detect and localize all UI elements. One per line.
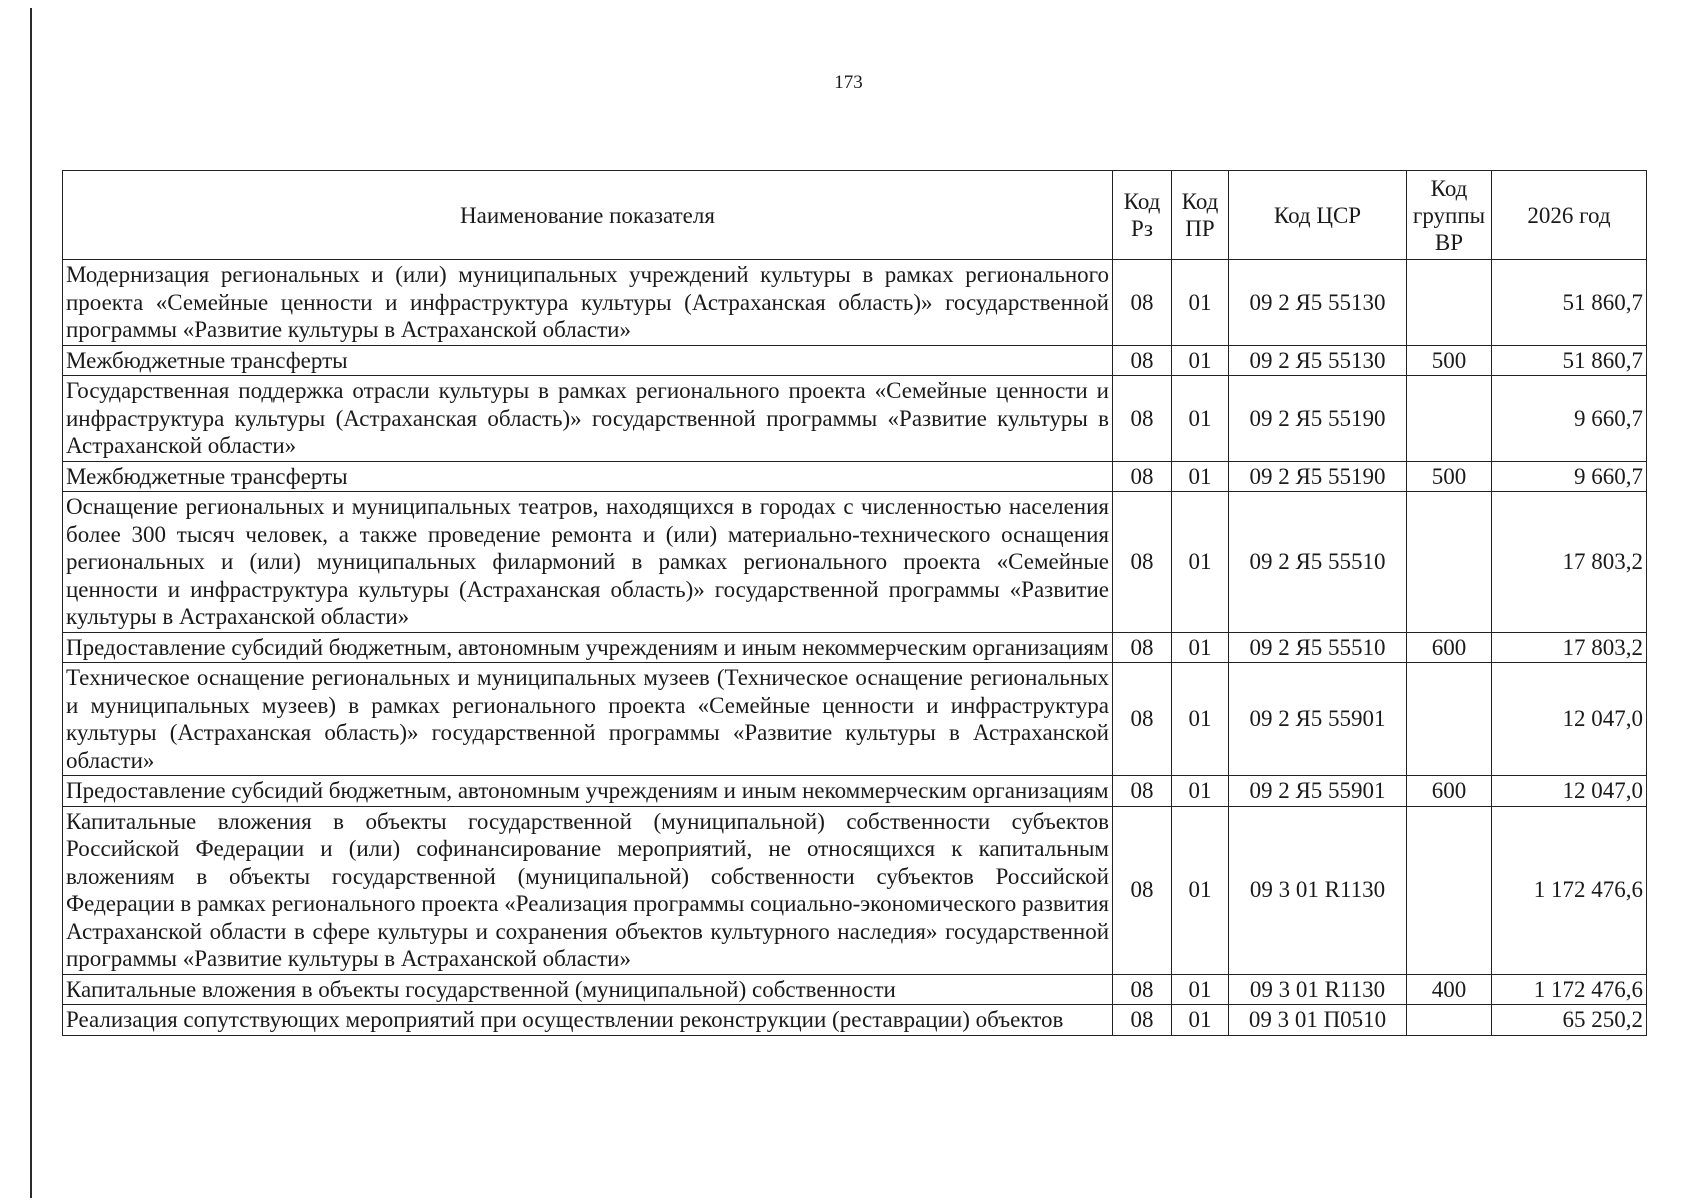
table-row bbox=[63, 260, 1647, 346]
row-pr: 01 bbox=[1172, 461, 1229, 492]
table-row bbox=[63, 492, 1647, 633]
budget-table bbox=[62, 170, 1647, 1036]
row-vr: 500 bbox=[1407, 461, 1492, 492]
row-csr: 09 2 Я5 55901 bbox=[1229, 663, 1407, 776]
page-number: 173 bbox=[834, 72, 863, 93]
row-rz: 08 bbox=[1113, 974, 1172, 1005]
row-csr: 09 3 01 R1130 bbox=[1229, 806, 1407, 974]
binding-line bbox=[30, 8, 32, 1198]
row-csr: 09 3 01 R1130 bbox=[1229, 974, 1407, 1005]
row-rz: 08 bbox=[1113, 632, 1172, 663]
table-row bbox=[63, 776, 1647, 807]
row-amount: 17 803,2 bbox=[1492, 492, 1647, 633]
row-pr: 01 bbox=[1172, 1005, 1229, 1036]
row-rz: 08 bbox=[1113, 663, 1172, 776]
row-amount: 1 172 476,6 bbox=[1492, 974, 1647, 1005]
row-pr: 01 bbox=[1172, 632, 1229, 663]
row-rz: 08 bbox=[1113, 806, 1172, 974]
header-vr: Код группы ВР bbox=[1407, 171, 1492, 260]
row-rz: 08 bbox=[1113, 492, 1172, 633]
header-rz: Код Рз bbox=[1113, 171, 1172, 260]
table-row bbox=[63, 663, 1647, 776]
row-rz: 08 bbox=[1113, 461, 1172, 492]
header-pr: Код ПР bbox=[1172, 171, 1229, 260]
header-csr: Код ЦСР bbox=[1229, 171, 1407, 260]
header-year: 2026 год bbox=[1492, 171, 1647, 260]
row-csr: 09 2 Я5 55130 bbox=[1229, 345, 1407, 376]
table-row bbox=[63, 376, 1647, 462]
table-row bbox=[63, 974, 1647, 1005]
row-amount: 9 660,7 bbox=[1492, 376, 1647, 462]
row-rz: 08 bbox=[1113, 260, 1172, 346]
row-amount: 1 172 476,6 bbox=[1492, 806, 1647, 974]
row-name: Государственная поддержка отрасли культуры в рамках регионального проекта «Семейные ценности и инфраструктура культуры (Астраханская область)» государственной программы «Развитие культуры в Астраханской области» bbox=[63, 376, 1113, 462]
row-pr: 01 bbox=[1172, 376, 1229, 462]
row-rz: 08 bbox=[1113, 1005, 1172, 1036]
row-name: Техническое оснащение региональных и муниципальных музеев (Техническое оснащение региональных и муниципальных музеев) в рамках регионального проекта «Семейные ценности и инфраструктура культуры (Астраханская область)» государственной программы «Развитие культуры в Астраханской области» bbox=[63, 663, 1113, 776]
row-pr: 01 bbox=[1172, 806, 1229, 974]
row-pr: 01 bbox=[1172, 974, 1229, 1005]
row-csr: 09 2 Я5 55901 bbox=[1229, 776, 1407, 807]
table-body bbox=[63, 260, 1647, 1036]
row-amount: 17 803,2 bbox=[1492, 632, 1647, 663]
row-rz: 08 bbox=[1113, 345, 1172, 376]
row-amount: 51 860,7 bbox=[1492, 260, 1647, 346]
row-vr bbox=[1407, 492, 1492, 633]
row-vr bbox=[1407, 260, 1492, 346]
row-vr: 600 bbox=[1407, 632, 1492, 663]
row-pr: 01 bbox=[1172, 492, 1229, 633]
row-name: Капитальные вложения в объекты государственной (муниципальной) собственности субъектов Российской Федерации и (или) софинансирование мероприятий, не относящихся к капитальным вложениям в объекты государственной (муниципальной) собственности субъектов Российской Федерации в рамках регионального проекта «Реализация программы социально-экономического развития Астраханской области в сфере культуры и сохранения объектов культурного наследия» государственной программы «Развитие культуры в Астраханской области» bbox=[63, 806, 1113, 974]
table-row bbox=[63, 461, 1647, 492]
row-vr bbox=[1407, 663, 1492, 776]
table-row bbox=[63, 632, 1647, 663]
header-name: Наименование показателя bbox=[63, 171, 1113, 260]
row-csr: 09 2 Я5 55130 bbox=[1229, 260, 1407, 346]
row-name: Реализация сопутствующих мероприятий при осуществлении реконструкции (реставрации) объектов bbox=[63, 1005, 1113, 1036]
row-name: Предоставление субсидий бюджетным, автономным учреждениям и иным некоммерческим организациям bbox=[63, 632, 1113, 663]
table-header-row bbox=[63, 171, 1647, 260]
row-name: Капитальные вложения в объекты государственной (муниципальной) собственности bbox=[63, 974, 1113, 1005]
row-name: Оснащение региональных и муниципальных театров, находящихся в городах с численностью населения более 300 тысяч человек, а также проведение ремонта и (или) материально-технического оснащения региональных и (или) муниципальных филармоний в рамках регионального проекта «Семейные ценности и инфраструктура культуры (Астраханская область)» государственной программы «Развитие культуры в Астраханской области» bbox=[63, 492, 1113, 633]
row-csr: 09 2 Я5 55510 bbox=[1229, 632, 1407, 663]
row-amount: 12 047,0 bbox=[1492, 776, 1647, 807]
row-pr: 01 bbox=[1172, 776, 1229, 807]
row-vr bbox=[1407, 806, 1492, 974]
table-row bbox=[63, 345, 1647, 376]
row-pr: 01 bbox=[1172, 260, 1229, 346]
row-name: Межбюджетные трансферты bbox=[63, 461, 1113, 492]
row-vr bbox=[1407, 1005, 1492, 1036]
row-vr bbox=[1407, 376, 1492, 462]
row-vr: 600 bbox=[1407, 776, 1492, 807]
row-csr: 09 3 01 П0510 bbox=[1229, 1005, 1407, 1036]
row-csr: 09 2 Я5 55510 bbox=[1229, 492, 1407, 633]
row-csr: 09 2 Я5 55190 bbox=[1229, 461, 1407, 492]
row-rz: 08 bbox=[1113, 376, 1172, 462]
table-row bbox=[63, 1005, 1647, 1036]
row-name: Предоставление субсидий бюджетным, автономным учреждениям и иным некоммерческим организациям bbox=[63, 776, 1113, 807]
row-pr: 01 bbox=[1172, 345, 1229, 376]
row-name: Межбюджетные трансферты bbox=[63, 345, 1113, 376]
row-amount: 9 660,7 bbox=[1492, 461, 1647, 492]
row-vr: 500 bbox=[1407, 345, 1492, 376]
row-pr: 01 bbox=[1172, 663, 1229, 776]
row-vr: 400 bbox=[1407, 974, 1492, 1005]
row-name: Модернизация региональных и (или) муниципальных учреждений культуры в рамках регионального проекта «Семейные ценности и инфраструктура культуры (Астраханская область)» государственной программы «Развитие культуры в Астраханской области» bbox=[63, 260, 1113, 346]
row-amount: 12 047,0 bbox=[1492, 663, 1647, 776]
row-amount: 65 250,2 bbox=[1492, 1005, 1647, 1036]
row-rz: 08 bbox=[1113, 776, 1172, 807]
row-amount: 51 860,7 bbox=[1492, 345, 1647, 376]
row-csr: 09 2 Я5 55190 bbox=[1229, 376, 1407, 462]
table-row bbox=[63, 806, 1647, 974]
